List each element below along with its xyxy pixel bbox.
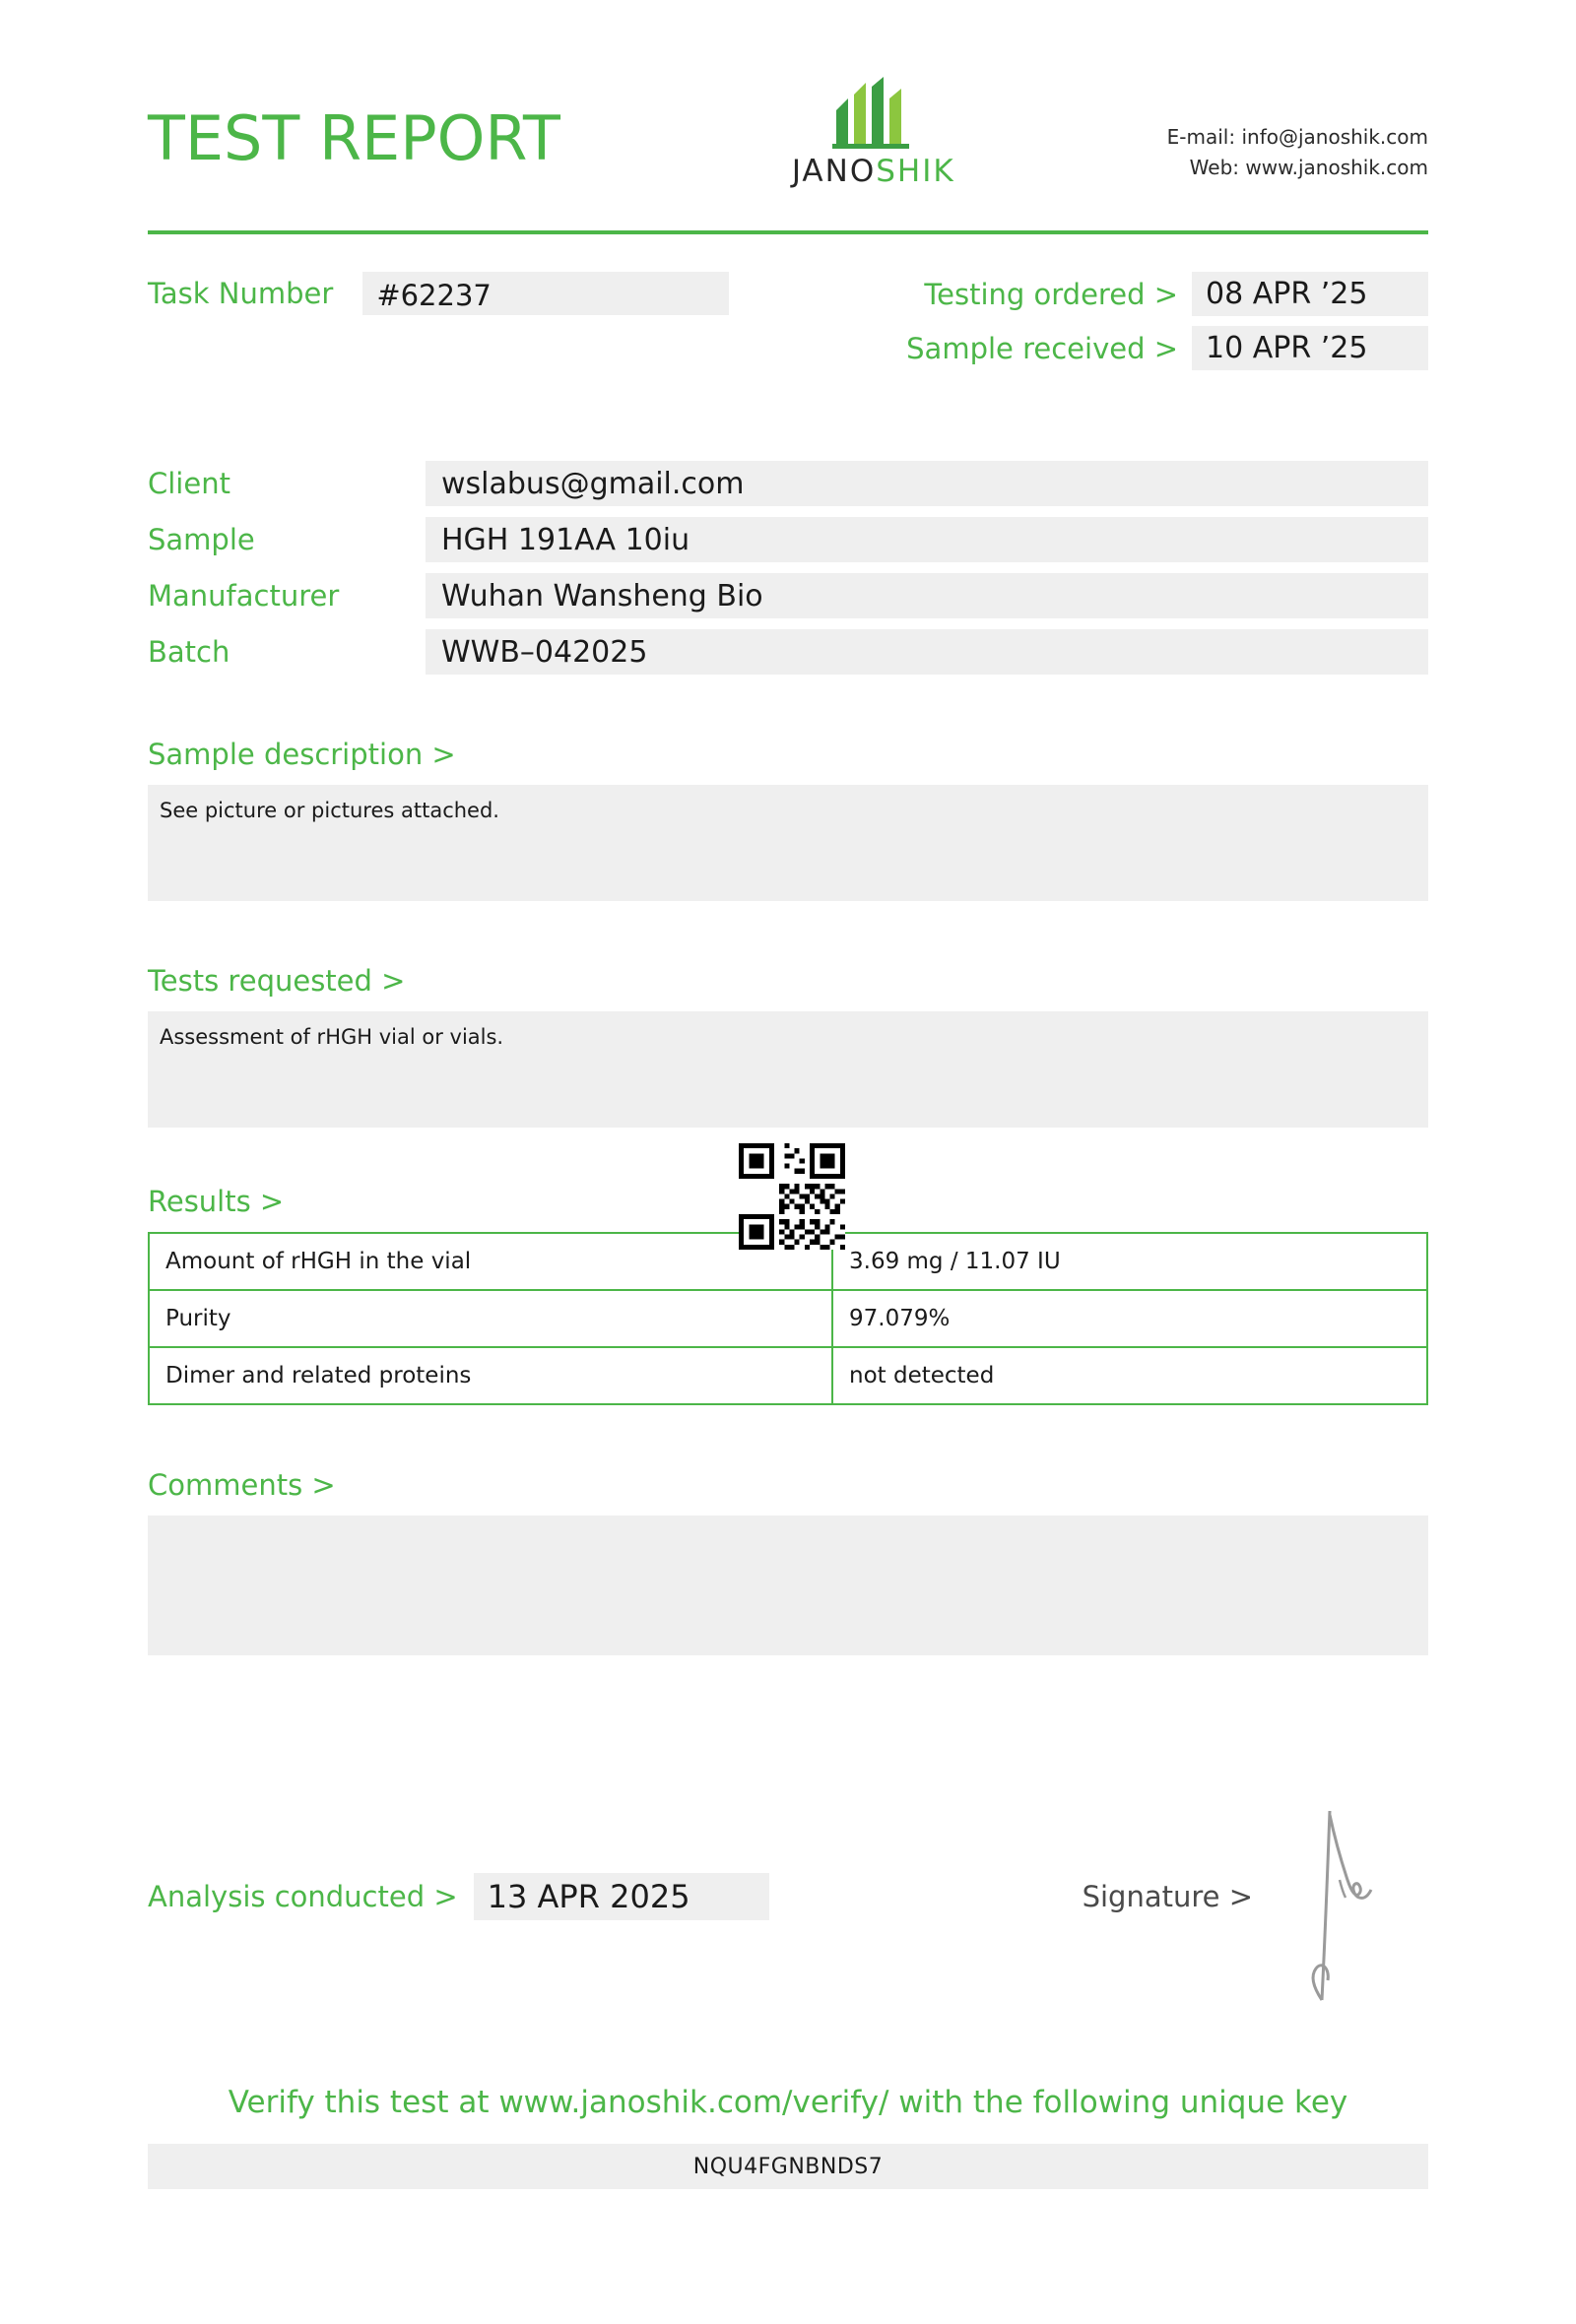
info-key-batch: Batch: [148, 635, 230, 669]
tests-requested-heading: Tests requested >: [148, 964, 406, 998]
info-row-batch: [148, 629, 1428, 675]
result-value-purity: 97.079%: [832, 1290, 1427, 1347]
analysis-row: [148, 1783, 1428, 2010]
info-value-batch: WWB–042025: [426, 629, 1428, 675]
result-value-amount: 3.69 mg / 11.07 IU: [832, 1233, 1427, 1290]
results-heading: Results >: [148, 1185, 285, 1218]
info-row-manufacturer: [148, 573, 1428, 618]
contact-email: E-mail: info@janoshik.com: [1166, 125, 1428, 149]
unique-key-field: NQU4FGNBNDS7: [148, 2144, 1428, 2189]
info-key-sample: Sample: [148, 523, 255, 556]
report-header: [148, 0, 1428, 189]
info-value-client: wslabus@gmail.com: [426, 461, 1428, 506]
qr-code-icon: [739, 1143, 845, 1250]
signature-group: [1083, 1783, 1389, 2010]
task-number-value: #62237: [362, 272, 729, 315]
result-value-dimer: not detected: [832, 1347, 1427, 1404]
sample-description-heading: Sample description >: [148, 738, 456, 771]
analysis-conducted-date: 13 APR 2025: [474, 1873, 769, 1920]
info-value-manufacturer: Wuhan Wansheng Bio: [426, 573, 1428, 618]
comments-heading: Comments >: [148, 1468, 336, 1502]
logo-wordmark: [792, 154, 955, 189]
header-divider: [148, 230, 1428, 234]
result-name-dimer: Dimer and related proteins: [149, 1347, 832, 1404]
results-table: [148, 1232, 1428, 1405]
info-key-manufacturer: Manufacturer: [148, 579, 340, 613]
contact-web: Web: www.janoshik.com: [1189, 156, 1428, 179]
logo-word-dark: JANO: [791, 154, 877, 189]
janoshik-logo: [792, 77, 955, 189]
testing-ordered-label: Testing ordered >: [924, 277, 1178, 311]
result-name-amount: Amount of rHGH in the vial: [149, 1233, 832, 1290]
info-value-sample: HGH 191AA 10iu: [426, 517, 1428, 562]
testing-ordered-row: [924, 272, 1428, 316]
tests-requested-box: Assessment of rHGH vial or vials.: [148, 1011, 1428, 1128]
logo-word-green: SHIK: [876, 154, 955, 189]
task-row: [148, 272, 1428, 370]
results-section: [148, 1185, 1428, 1405]
info-row-client: [148, 461, 1428, 506]
signature-icon: [1271, 1803, 1389, 2010]
task-number-group: [148, 272, 729, 315]
info-row-sample: [148, 517, 1428, 562]
result-name-purity: Purity: [149, 1290, 832, 1347]
sample-received-label: Sample received >: [906, 331, 1178, 365]
logo-mountain-icon: [828, 77, 919, 150]
table-row: [149, 1290, 1427, 1347]
date-group: [906, 272, 1428, 370]
task-number-label: Task Number: [148, 277, 334, 310]
testing-ordered-value: 08 APR ’25: [1192, 272, 1428, 316]
analysis-group: [148, 1873, 769, 1920]
analysis-conducted-label: Analysis conducted >: [148, 1880, 458, 1913]
table-row: [149, 1347, 1427, 1404]
verify-text: Verify this test at www.janoshik.com/verify/ with the following unique key: [228, 2085, 1348, 2120]
sample-received-row: [906, 326, 1428, 370]
signature-label: Signature >: [1082, 1880, 1253, 1913]
info-key-client: Client: [148, 467, 230, 500]
contact-block: [1167, 122, 1428, 183]
sample-description-box: See picture or pictures attached.: [148, 785, 1428, 901]
comments-box: [148, 1516, 1428, 1655]
sample-received-value: 10 APR ’25: [1192, 326, 1428, 370]
sample-info-table: [148, 461, 1428, 675]
page-title: TEST REPORT: [148, 102, 560, 174]
